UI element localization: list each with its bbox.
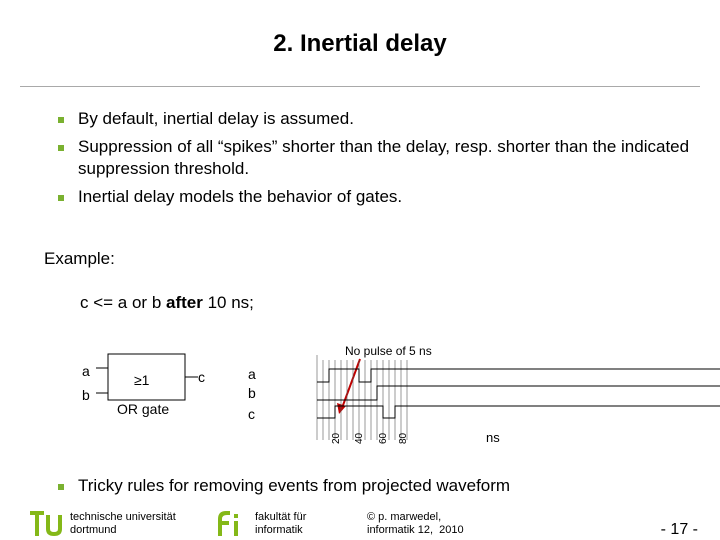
waveform-c (317, 406, 720, 418)
or-gate (82, 354, 205, 417)
code-prefix: c <= a or b (80, 293, 166, 312)
time-grid (317, 355, 407, 440)
tick-label: 60 (378, 432, 389, 444)
bullet-text: Tricky rules for removing events from projected waveform (78, 476, 511, 495)
copyright-line: informatik 12, 2010 (367, 524, 464, 536)
waveforms (317, 369, 720, 418)
copyright-line: © p. marwedel, (367, 511, 442, 523)
footer (0, 505, 720, 540)
example-label: Example: (44, 249, 115, 268)
annotation-arrow-head-icon (337, 403, 346, 414)
bullet-item (56, 475, 718, 497)
slide-title: 2. Inertial delay (273, 30, 447, 57)
tick-label: 80 (398, 432, 409, 444)
gate-output-c: c (198, 369, 205, 385)
annotation-text: No pulse of 5 ns (345, 344, 432, 358)
university-line: technische universität (70, 511, 176, 523)
gate-symbol: ≥1 (134, 372, 150, 388)
gate-input-a: a (82, 363, 90, 379)
gate-caption: OR gate (117, 401, 170, 417)
signal-label-b: b (248, 385, 256, 401)
annotation-arrow-line (342, 359, 360, 408)
signal-label-c: c (248, 406, 255, 422)
university-line: dortmund (70, 524, 117, 536)
faculty-line: fakultät für (255, 511, 307, 523)
bullet-text: Inertial delay models the behavior of gates. (78, 187, 403, 206)
bullet-text: By default, inertial delay is assumed. (78, 109, 354, 128)
tu-logo-icon (30, 511, 62, 536)
faculty-name (255, 511, 306, 537)
signal-label-a: a (248, 366, 256, 382)
copyright (367, 511, 464, 537)
tick-label: 40 (354, 432, 365, 444)
bullet-text: Suppression of all “spikes” shorter than the delay, resp. shorter than the indicated suppression threshold. (78, 137, 690, 178)
code-suffix: 10 ns; (202, 293, 254, 312)
faculty-line: informatik (255, 524, 303, 536)
page-number: - 17 - (660, 521, 698, 538)
fi-logo-icon (218, 511, 238, 536)
waveform-b (317, 386, 720, 400)
code-keyword: after (166, 293, 203, 312)
gate-input-b: b (82, 387, 90, 403)
bullet-marker-icon (58, 484, 64, 490)
time-unit-label: ns (486, 430, 500, 445)
university-name (70, 511, 176, 537)
waveform-a (317, 369, 720, 382)
tick-label: 20 (331, 432, 342, 444)
